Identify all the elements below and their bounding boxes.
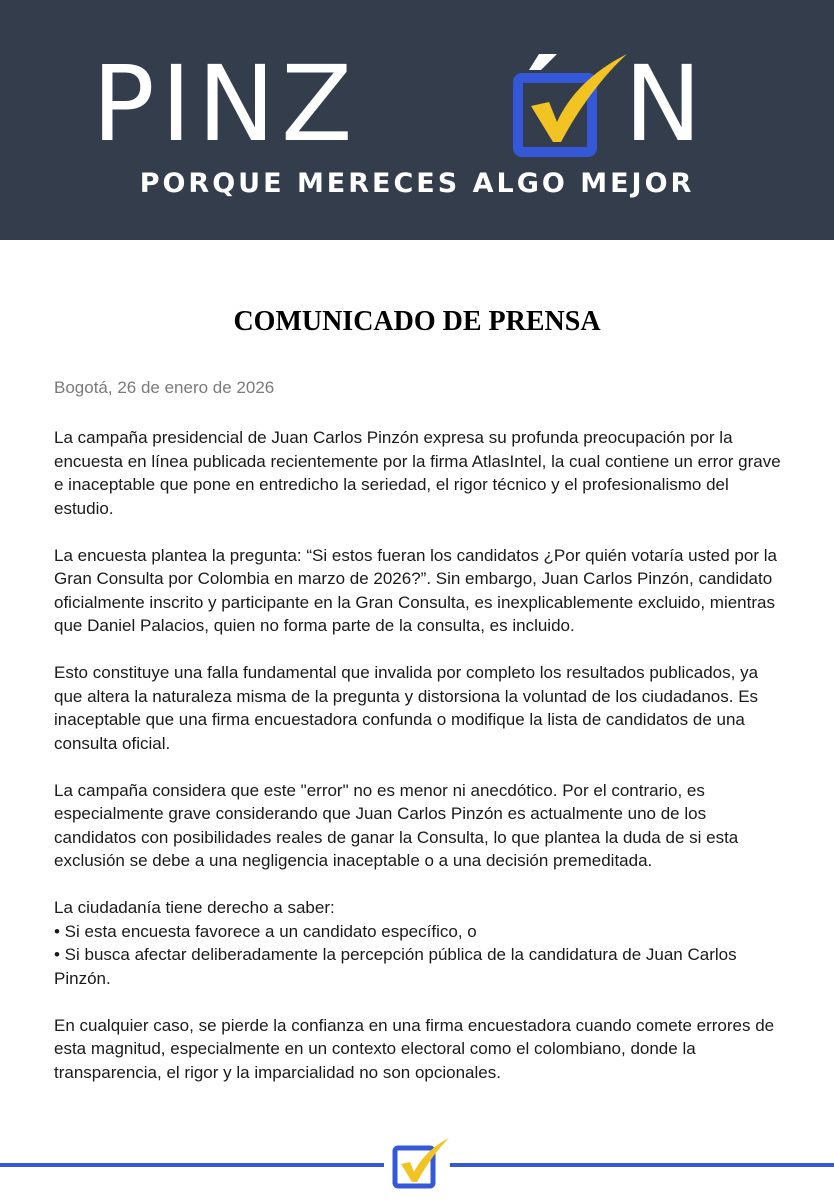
campaign-tagline: PORQUE MERECES ALGO MEJOR	[139, 168, 695, 199]
letterhead-banner	[0, 0, 834, 240]
checkbox-check-icon	[505, 50, 635, 170]
closing-paragraph: En cualquier caso, se pierde la confianza en una firma encuestadora cuando comete errores de esta magnitud, especialmente en un contexto electoral como el colombiano, donde la transparencia, el rigor y la imparcialidad no son opcionales.	[54, 1015, 775, 1082]
press-release-body	[54, 426, 784, 1108]
page-title: COMUNICADO DE PRENSA	[233, 306, 601, 337]
logo-wordmark-right: N	[624, 43, 708, 165]
list-intro: La ciudadanía tiene derecho a saber:	[54, 898, 335, 917]
paragraph: La campaña presidencial de Juan Carlos Pinzón expresa su profunda preocupación por la encuesta en línea publicada recientemente por la firma AtlasIntel, la cual contiene un error grave e inaceptable que pone en entredicho la seriedad, el rigor técnico y el profesionalismo del estudio.	[54, 428, 781, 518]
paragraph: La encuesta plantea la pregunta: “Si estos fueran los candidatos ¿Por quién votaría usted por la Gran Consulta por Colombia en marzo de 2026?”. Sin embargo, Juan Carlos Pinzón, candidato oficialmente inscrito y participante en la Gran Consulta, es inexplicablemente excluido, mientras que Daniel Palacios, quien no forma parte de la consulta, es incluido.	[54, 545, 777, 635]
footer-divider-right	[450, 1163, 834, 1167]
paragraph: La campaña considera que este "error" no es menor ni anecdótico. Por el contrario, es especialmente grave considerando que Juan Carlos Pinzón es actualmente uno de los candidatos con posibilidades reales de ganar la Consulta, lo que plantea la duda de si esta exclusión se debe a una negligencia inaceptable o a una decisión premeditada.	[54, 780, 739, 870]
date-line: Bogotá, 26 de enero de 2026	[54, 378, 275, 397]
paragraph: Esto constituye una falla fundamental que invalida por completo los resultados publicados, ya que altera la naturaleza misma de la pregunta y distorsiona la voluntad de los ciudadanos. Es inaceptable que una firma encuestadora confunda o modifique la lista de candidatos de una consulta oficial.	[54, 663, 759, 753]
list-item: • Si esta encuesta favorece a un candidato específico, o	[54, 921, 477, 941]
checkbox-check-icon	[389, 1134, 451, 1192]
list-item: • Si busca afectar deliberadamente la percepción pública de la candidatura de Juan Carlos Pinzón.	[54, 945, 737, 988]
footer-divider-left	[0, 1163, 384, 1167]
campaign-logo	[0, 44, 834, 164]
logo-wordmark-left: PINZ	[92, 43, 359, 165]
citizen-questions-list	[54, 896, 784, 990]
